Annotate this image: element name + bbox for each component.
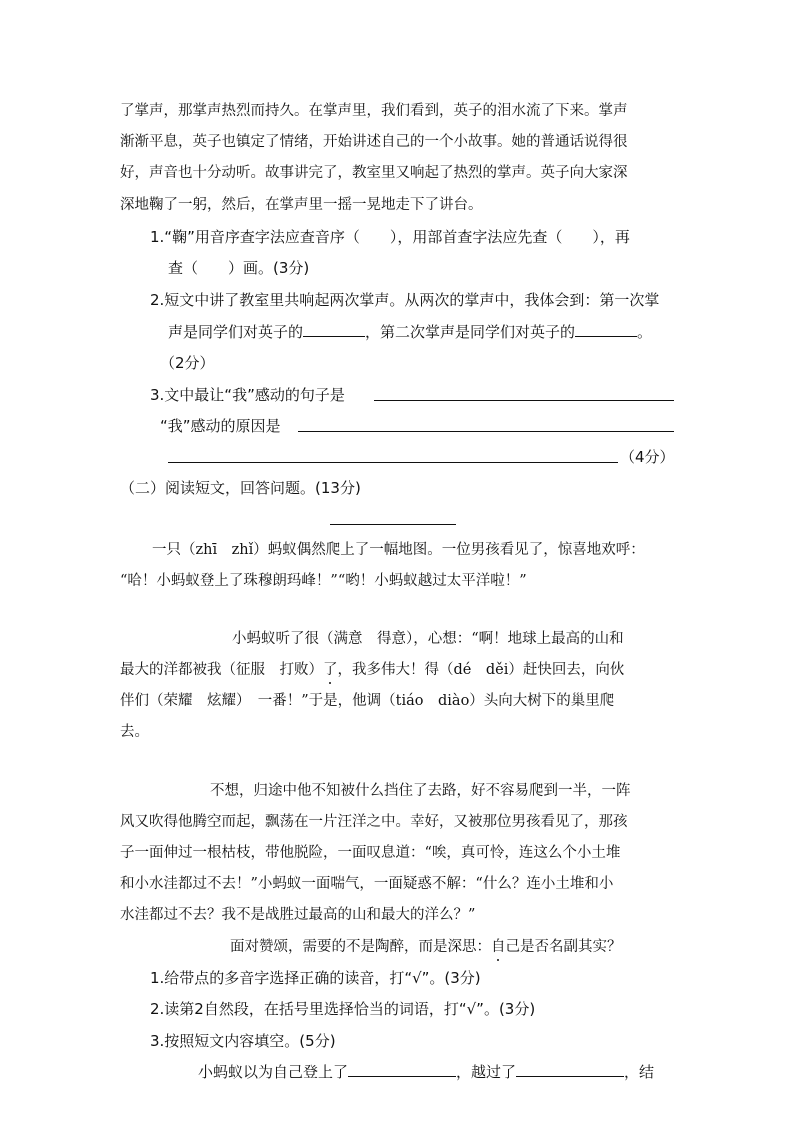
p4-text-a: 面对赞颂，需要的不是陶醉，而是深思： (230, 939, 491, 955)
q3-answer-line-3[interactable] (168, 462, 618, 463)
q2-line-1: 2.短文中讲了教室里共响起两次掌声。从两次的掌声中，我体会到：第一次掌 (150, 291, 660, 309)
passage2-p1-line-1: 一只（zhī zhǐ）蚂蚁偶然爬上了一幅地图。一位男孩看见了，惊喜地欢呼： (152, 542, 645, 558)
q2-3-fill-line (198, 1062, 654, 1082)
q2-blank-1[interactable] (303, 322, 365, 337)
q2-3-text-b: ，越过了 (456, 1063, 517, 1081)
section2-heading: （二）阅读短文，回答问题。(13分) (120, 479, 361, 497)
q3-line-1: 3.文中最让“我”感动的句子是 (150, 386, 345, 404)
passage2-p3-line-4: 和小水洼都过不去！”小蚂蚁一面喘气，一面疑惑不解：“什么？连小土堆和小 (120, 876, 614, 892)
passage2-title-blank[interactable] (330, 524, 456, 525)
passage2-p2-line-4: 去。 (120, 724, 149, 740)
q2-blank-2[interactable] (575, 322, 637, 337)
q3-line-2: “我”感动的原因是 (160, 417, 281, 435)
q2-3-blank-1[interactable] (348, 1062, 456, 1077)
passage2-p3-line-3: 子一面伸过一根枯枝，带他脱险，一面叹息道：“唉，真可怜，连这么个小土堆 (120, 845, 621, 861)
passage2-p4-line-1 (230, 937, 622, 957)
q2-text-b: ，第二次掌声是同学们对英子的 (365, 323, 576, 341)
q2-text-c: 。 (637, 323, 653, 341)
q3-answer-line-1[interactable] (374, 400, 674, 401)
passage2-p3-line-5: 水洼都过不去？我不是战胜过最高的山和最大的洋么？” (120, 907, 476, 923)
q2-3-text-a: 小蚂蚁以为自己登上了 (198, 1063, 349, 1081)
passage2-p2-line-2 (120, 660, 624, 680)
q1-line-2: 查（ ）画。(3分) (168, 259, 310, 277)
q3-score: （4分） (620, 448, 675, 466)
q2-2: 2.读第2自然段，在括号里选择恰当的词语，打“√”。(3分) (150, 1000, 536, 1018)
passage1-line-2: 渐渐平息，英子也镇定了情绪，开始讲述自己的一个小故事。她的普通话说得很 (120, 134, 628, 150)
p4-text-b: 己是否名副其实？ (505, 939, 622, 955)
passage2-p2-line-3: 伴们（荣耀 炫耀） 一番！”于是，他调（tiáo diào）头向大树下的巢里爬 (120, 693, 615, 709)
q1-line-1: 1.“鞠”用音序查字法应查音序（ ），用部首查字法应先查（ ），再 (150, 228, 630, 246)
passage1-line-3: 好，声音也十分动听。故事讲完了，教室里又响起了热烈的掌声。英子向大家深 (120, 165, 628, 181)
passage2-p1-line-2: “哈！小蚂蚁登上了珠穆朗玛峰！”“哟！小蚂蚁越过太平洋啦！” (120, 573, 527, 589)
passage2-p2-line-1: 小蚂蚁听了很（满意 得意），心想：“啊！地球上最高的山和 (232, 631, 624, 647)
q2-3-blank-2[interactable] (516, 1062, 624, 1077)
p2-l2-text-b: ，我多伟大！得（dé děi）赶快回去，向伙 (337, 662, 625, 678)
q2-3-text-c: ，结 (624, 1063, 655, 1081)
q2-score: （2分） (160, 354, 215, 372)
passage2-p3-line-2: 风又吹得他腾空而起，飘荡在一片汪洋之中。幸好，又被那位男孩看见了，那孩 (120, 814, 628, 830)
q2-1: 1.给带点的多音字选择正确的读音，打“√”。(3分) (150, 969, 481, 987)
q2-line-2 (168, 322, 652, 342)
dotted-char-zi: 自 (491, 939, 506, 955)
passage1-line-1: 了掌声，那掌声热烈而持久。在掌声里，我们看到，英子的泪水流了下来。掌声 (120, 103, 628, 119)
q2-3: 3.按照短文内容填空。(5分) (150, 1032, 336, 1050)
q2-text-a: 声是同学们对英子的 (168, 323, 304, 341)
q3-answer-line-2[interactable] (298, 431, 674, 432)
dotted-char-le: 了 (323, 662, 338, 678)
passage2-p3-line-1: 不想，归途中他不知被什么挡住了去路，好不容易爬到一半，一阵 (210, 783, 631, 799)
p2-l2-text-a: 最大的洋都被我（征服 打败） (120, 662, 323, 678)
passage1-line-4: 深地鞠了一躬，然后，在掌声里一摇一晃地走下了讲台。 (120, 197, 483, 213)
